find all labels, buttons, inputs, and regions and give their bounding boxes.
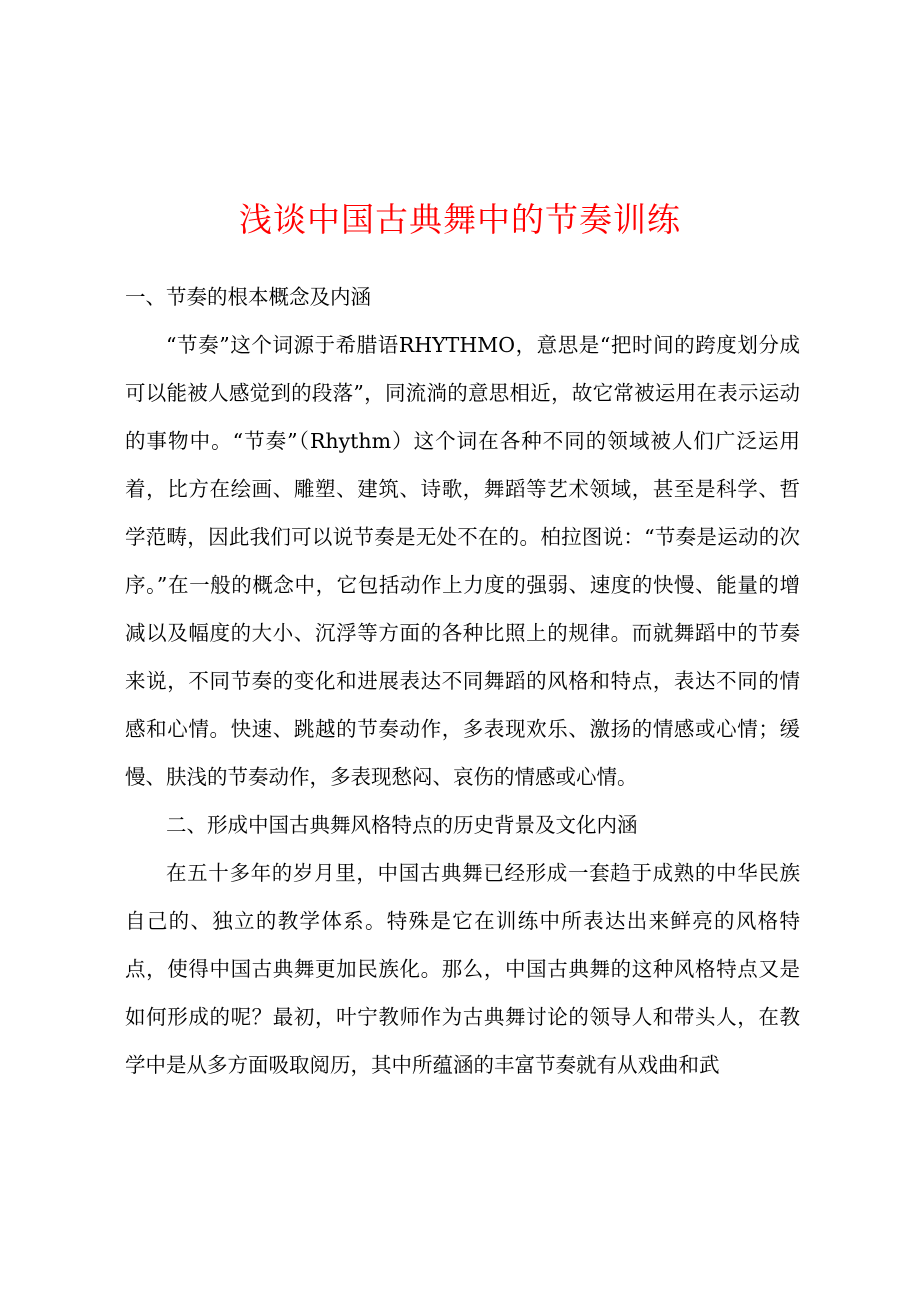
document-title: 浅谈中国古典舞中的节奏训练 xyxy=(239,200,681,239)
document-body xyxy=(125,273,800,1089)
body-paragraph-1: “节奏”这个词源于希腊语RHYTHMO，意思是“把时间的跨度划分成可以能被人感觉到的段落”，同流淌的意思相近，故它常被运用在表示运动的事物中。“节奏”（Rhythm）这个词在各种不同的领域被人们广泛运用着，比方在绘画、雕塑、建筑、诗歌，舞蹈等艺术领域，甚至是科学、哲学范畴，因此我们可以说节奏是无处不在的。柏拉图说：“节奏是运动的次序。”在一般的概念中，它包括动作上力度的强弱、速度的快慢、能量的增减以及幅度的大小、沉浮等方面的各种比照上的规律。而就舞蹈中的节奏来说，不同节奏的变化和进展表达不同舞蹈的风格和特点，表达不同的情感和心情。快速、跳越的节奏动作，多表现欢乐、激扬的情感或心情；缓慢、肤浅的节奏动作，多表现愁闷、哀伤的情感或心情。 xyxy=(125,333,800,789)
body-paragraph-2: 在五十多年的岁月里，中国古典舞已经形成一套趋于成熟的中华民族自己的、独立的教学体系。特殊是它在训练中所表达出来鲜亮的风格特点，使得中国古典舞更加民族化。那么，中国古典舞的这种风格特点又是如何形成的呢？最初，叶宁教师作为古典舞讨论的领导人和带头人，在教学中是从多方面吸取阅历，其中所蕴涵的丰富节奏就有从戏曲和武 xyxy=(125,861,800,1077)
section-heading-1: 一、节奏的根本概念及内涵 xyxy=(125,285,371,309)
section-heading-2: 二、形成中国古典舞风格特点的历史背景及文化内涵 xyxy=(166,813,638,837)
